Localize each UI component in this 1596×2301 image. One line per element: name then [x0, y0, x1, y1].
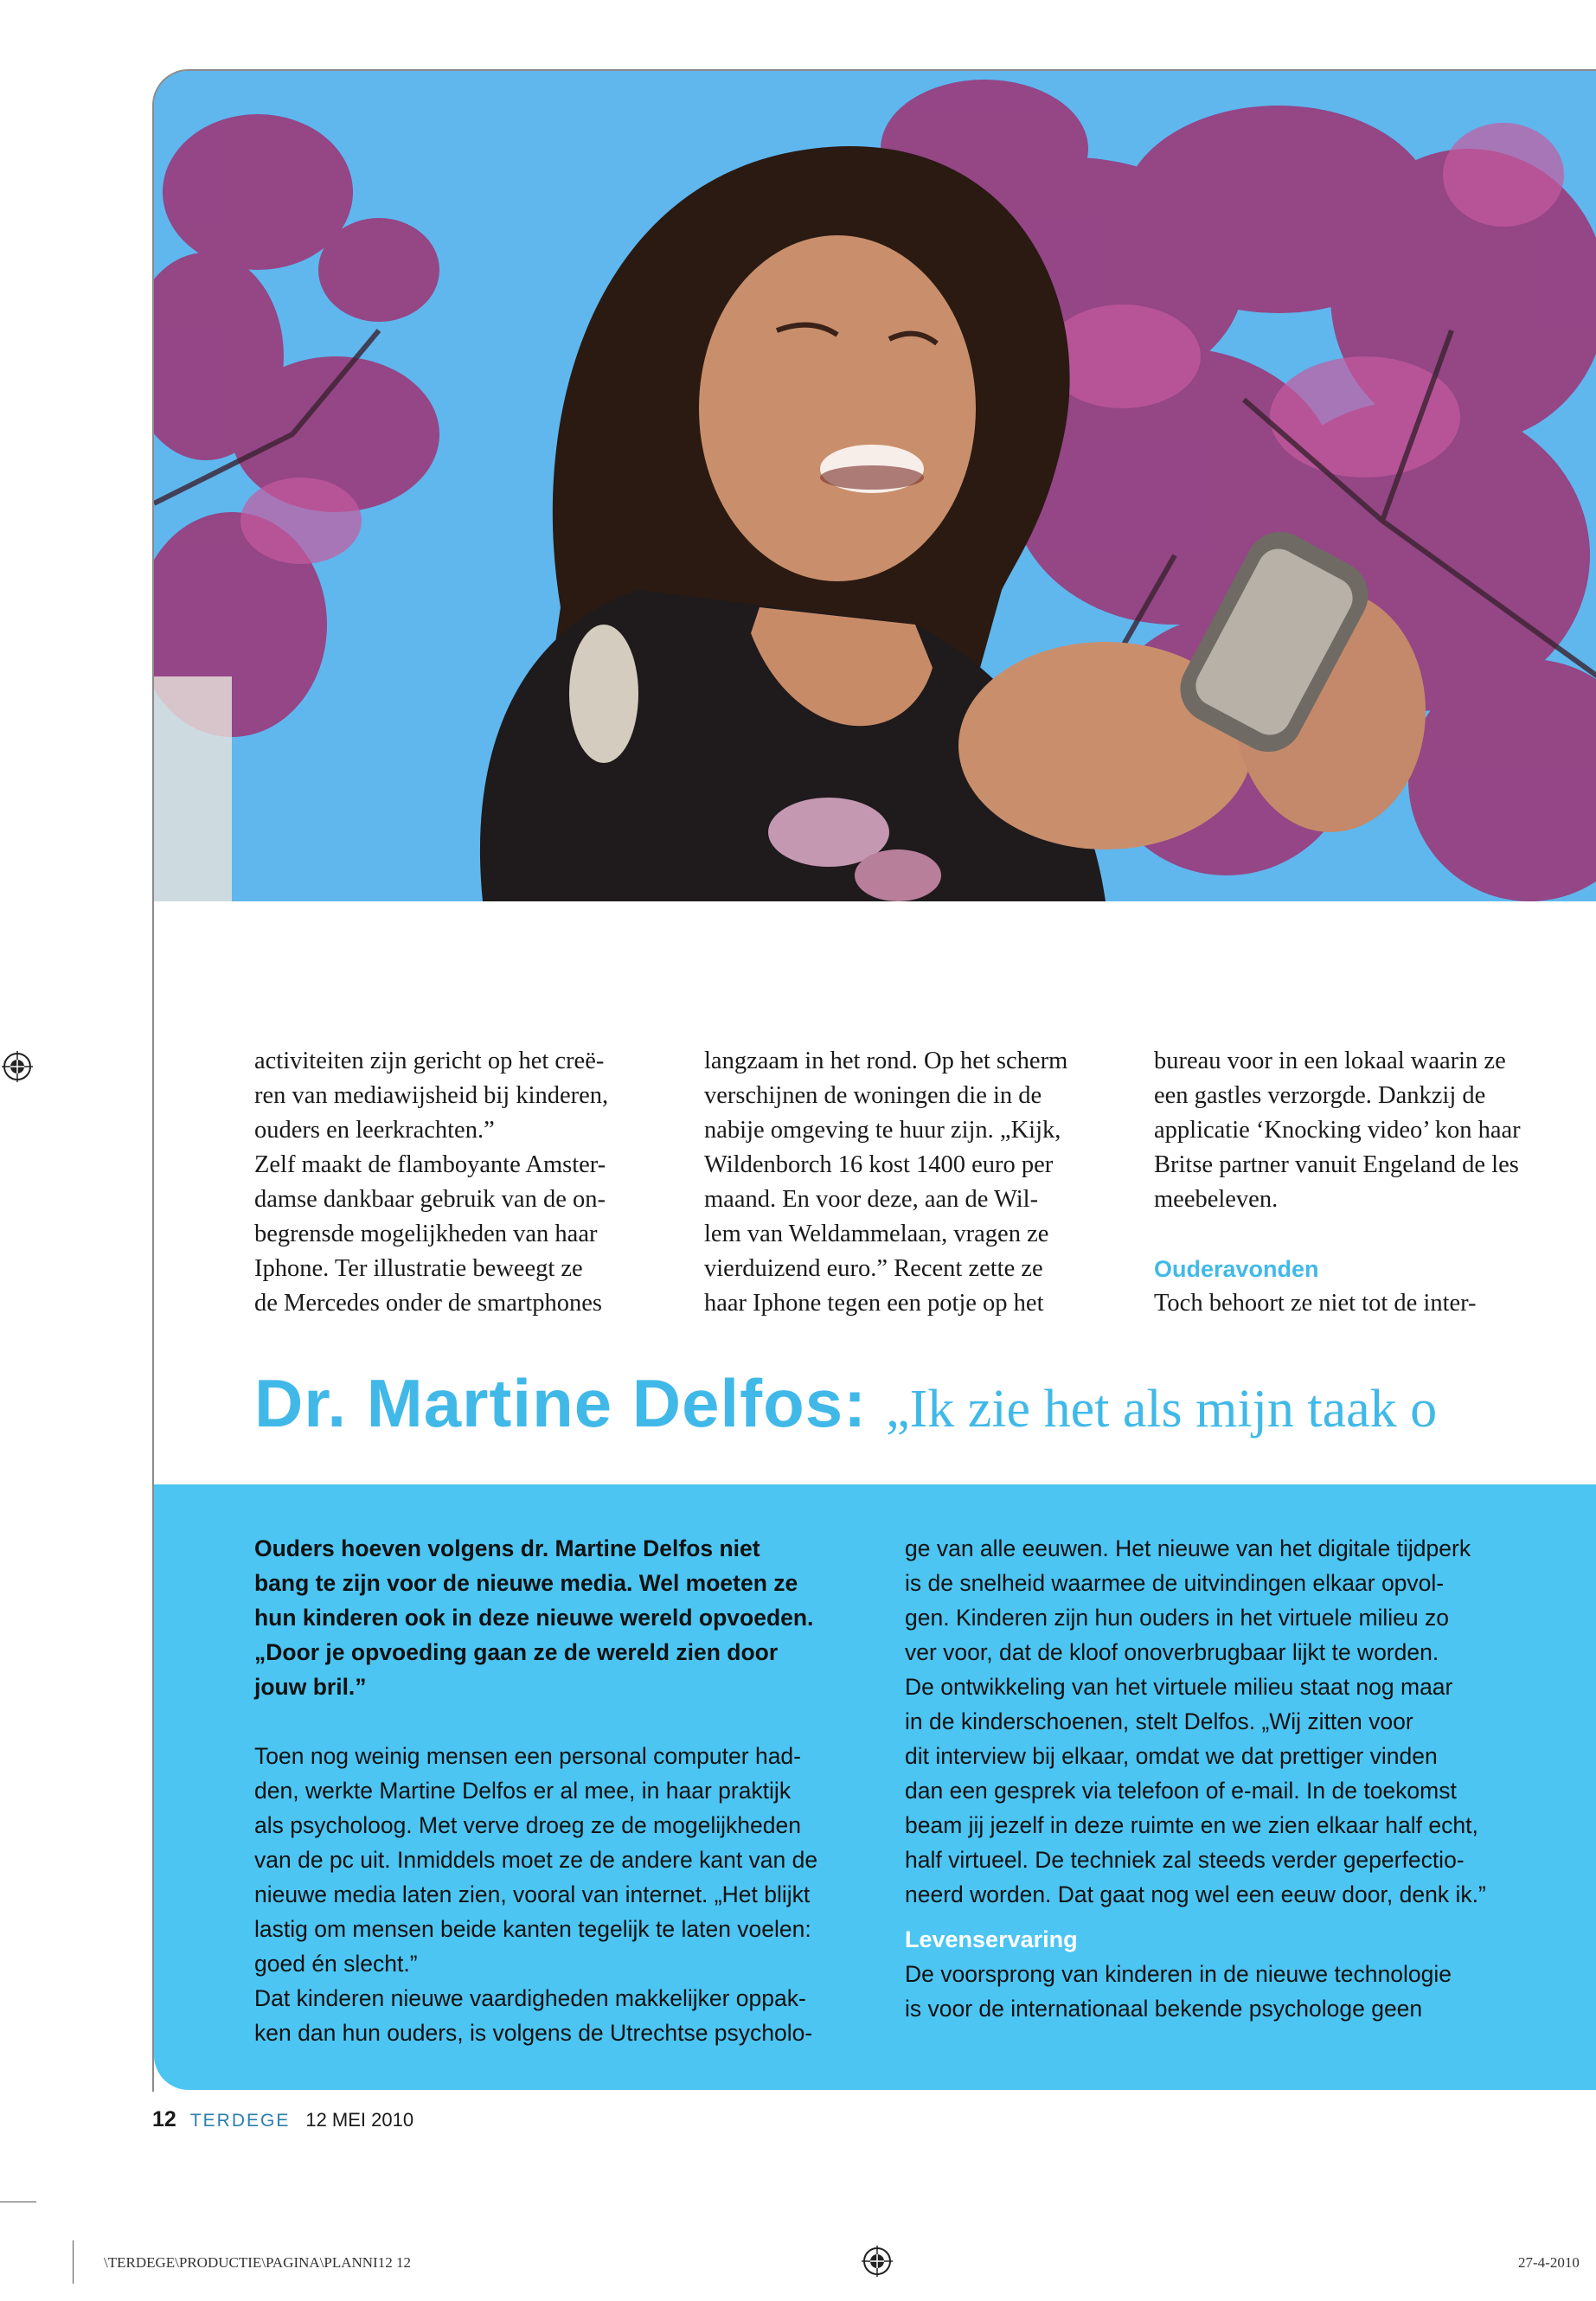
intro-text: De voorsprong van kinderen in de nieuwe technologie is voor de internationaal bekende psychologe geen	[905, 1961, 1452, 2022]
page-number: 12	[152, 2107, 176, 2131]
article-text: langzaam in het rond. Op het scherm verschijnen de woningen die in de nabije omgeving te huur zijn. „Kijk, Wildenborch 16 kost 1400 euro per maand. En voor deze, aan de Wil- lem van Weldammelaan, vragen ze vierduizend euro.” Recent zette ze haar Iphone tegen een potje op het	[704, 1048, 1068, 1317]
article-column-3	[1154, 1044, 1586, 1321]
publication-name: TERDEGE	[189, 2111, 291, 2131]
subheading: Levenservaring	[905, 1926, 1078, 1952]
article-text: Toch behoort ze niet tot de inter-	[1154, 1290, 1477, 1317]
article-column-2	[704, 1044, 1137, 1321]
photo-woman-smartphone-icon	[154, 71, 1596, 901]
headline-quote: „Ik zie het als mijn taak o	[886, 1380, 1438, 1439]
crop-mark	[73, 2240, 74, 2284]
subheading: Ouderavonden	[1154, 1256, 1319, 1282]
article-text: activiteiten zijn gericht op het creë- ren van mediawijsheid bij kinderen, ouders en leerkrachten.” Zelf maakt de flamboyante Amster- damse dankbaar gebruik van de on- begrensde mogelijkheden van haar Iphone. Ter illustratie beweegt ze de Mercedes onder de smartphones	[254, 1048, 609, 1317]
print-slug-path: \TERDEGE\PRODUCTIE\PAGINA\PLANNI12 12	[104, 2254, 411, 2271]
intro-text: Toen nog weinig mensen een personal computer had- den, werkte Martine Delfos er al mee, in haar praktijk als psycholoog. Met verve droeg ze de mogelijkheden van de pc uit. Inmiddels moet ze de andere kant van de nieuwe media laten zien, vooral van internet. „Het blijkt lastig om mensen beide kanten tegelijk te laten voelen: goed én slecht.” Dat kinderen nieuwe vaardigheden makkelijker oppak- ken dan hun ouders, is volgens de Utrechtse psycholo-	[254, 1743, 818, 2046]
headline	[254, 1364, 1437, 1443]
article-column-1	[254, 1044, 687, 1321]
headline-name: Dr. Martine Delfos:	[254, 1365, 868, 1441]
intro-text: ge van alle eeuwen. Het nieuwe van het digitale tijdperk is de snelheid waarmee de uitvindingen elkaar opvol- gen. Kinderen zijn hun ouders in het virtuele milieu zo ver voor, dat de kloof onoverbrugbaar lijkt te worden. De ontwikkeling van het virtuele milieu staat nog maar in de kinderschoenen, stelt Delfos. „Wij zitten voor dit interview bij elkaar, omdat we dat prettiger vinden dan een gesprek via telefoon of e-mail. In de toekomst beam jij jezelf in deze ruimte en we zien elkaar half echt, half virtueel. De techniek zal steeds verder geperfectio- neerd worden. Dat gaat nog wel een eeuw door, denk ik.”	[905, 1535, 1486, 1907]
registration-mark-icon	[862, 2246, 893, 2277]
article-frame	[152, 69, 1596, 2092]
page-footer	[152, 2107, 413, 2132]
registration-mark-icon	[2, 1051, 33, 1082]
intro-column-2	[905, 1531, 1536, 2026]
intro-column-1	[254, 1531, 886, 2050]
print-slug-date: 27-4-2010	[1518, 2254, 1580, 2271]
intro-box	[154, 1484, 1596, 2090]
article-text: bureau voor in een lokaal waarin ze een gastles verzorgde. Dankzij de applicatie ‘Knocking video’ kon haar Britse partner vanuit Engeland de les meebeleven.	[1154, 1048, 1521, 1213]
intro-lead: Ouders hoeven volgens dr. Martine Delfos niet bang te zijn voor de nieuwe media. Wel moeten ze hun kinderen ook in deze nieuwe wereld opvoeden. „Door je opvoeding gaan ze de wereld zien door jouw bril.”	[254, 1535, 814, 1700]
article-photo	[154, 71, 1596, 901]
issue-date: 12 MEI 2010	[305, 2109, 414, 2131]
